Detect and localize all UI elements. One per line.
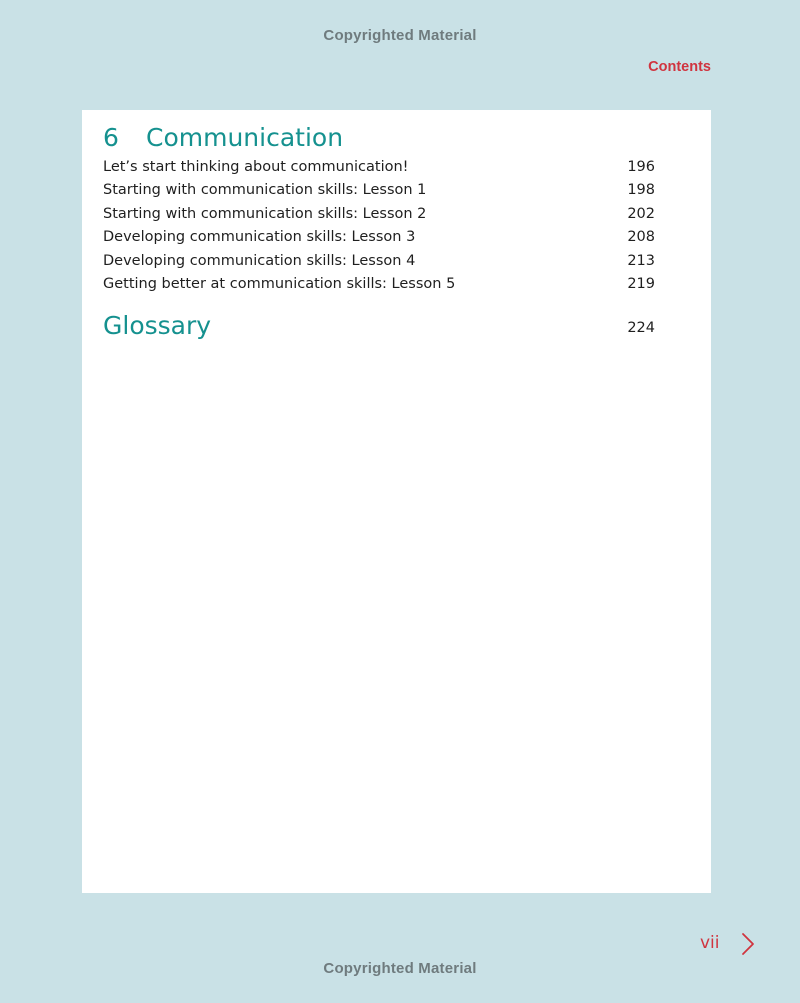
page-folio: vii — [700, 933, 720, 953]
copyright-watermark-bottom: Copyrighted Material — [323, 960, 477, 977]
running-head: Contents — [648, 59, 711, 75]
glossary-page-number: 224 — [627, 320, 655, 336]
glossary-heading[interactable]: Glossary — [103, 311, 212, 340]
toc-entry-page: 208 — [627, 229, 655, 246]
toc-entry[interactable] — [103, 156, 655, 179]
toc-entry-page: 198 — [627, 182, 655, 199]
toc-entry-title: Developing communication skills: Lesson 3 — [103, 229, 416, 246]
toc-entry-page: 202 — [627, 205, 655, 222]
toc-entry-page: 219 — [627, 275, 655, 292]
chapter-title: Communication — [146, 123, 344, 152]
toc-entry-title: Starting with communication skills: Lesson 1 — [103, 182, 427, 199]
toc-entry-page: 196 — [627, 159, 655, 175]
toc-entry[interactable] — [103, 226, 655, 249]
chapter-heading — [103, 123, 343, 152]
contents-panel — [82, 110, 711, 893]
copyright-watermark-top: Copyrighted Material — [323, 27, 477, 44]
toc-entry-page: 213 — [627, 252, 655, 269]
toc-entry[interactable] — [103, 179, 655, 202]
toc-entry[interactable] — [103, 250, 655, 273]
chevron-right-icon[interactable] — [740, 932, 756, 956]
toc-list — [103, 156, 655, 296]
toc-entry-title: Starting with communication skills: Lesson 2 — [103, 205, 427, 222]
toc-entry-title: Getting better at communication skills: Lesson 5 — [103, 275, 456, 292]
chapter-number: 6 — [103, 123, 119, 152]
toc-entry[interactable] — [103, 273, 655, 296]
toc-entry[interactable] — [103, 203, 655, 226]
toc-entry-title: Developing communication skills: Lesson 4 — [103, 252, 416, 269]
toc-entry-title: Let’s start thinking about communication! — [103, 159, 409, 175]
